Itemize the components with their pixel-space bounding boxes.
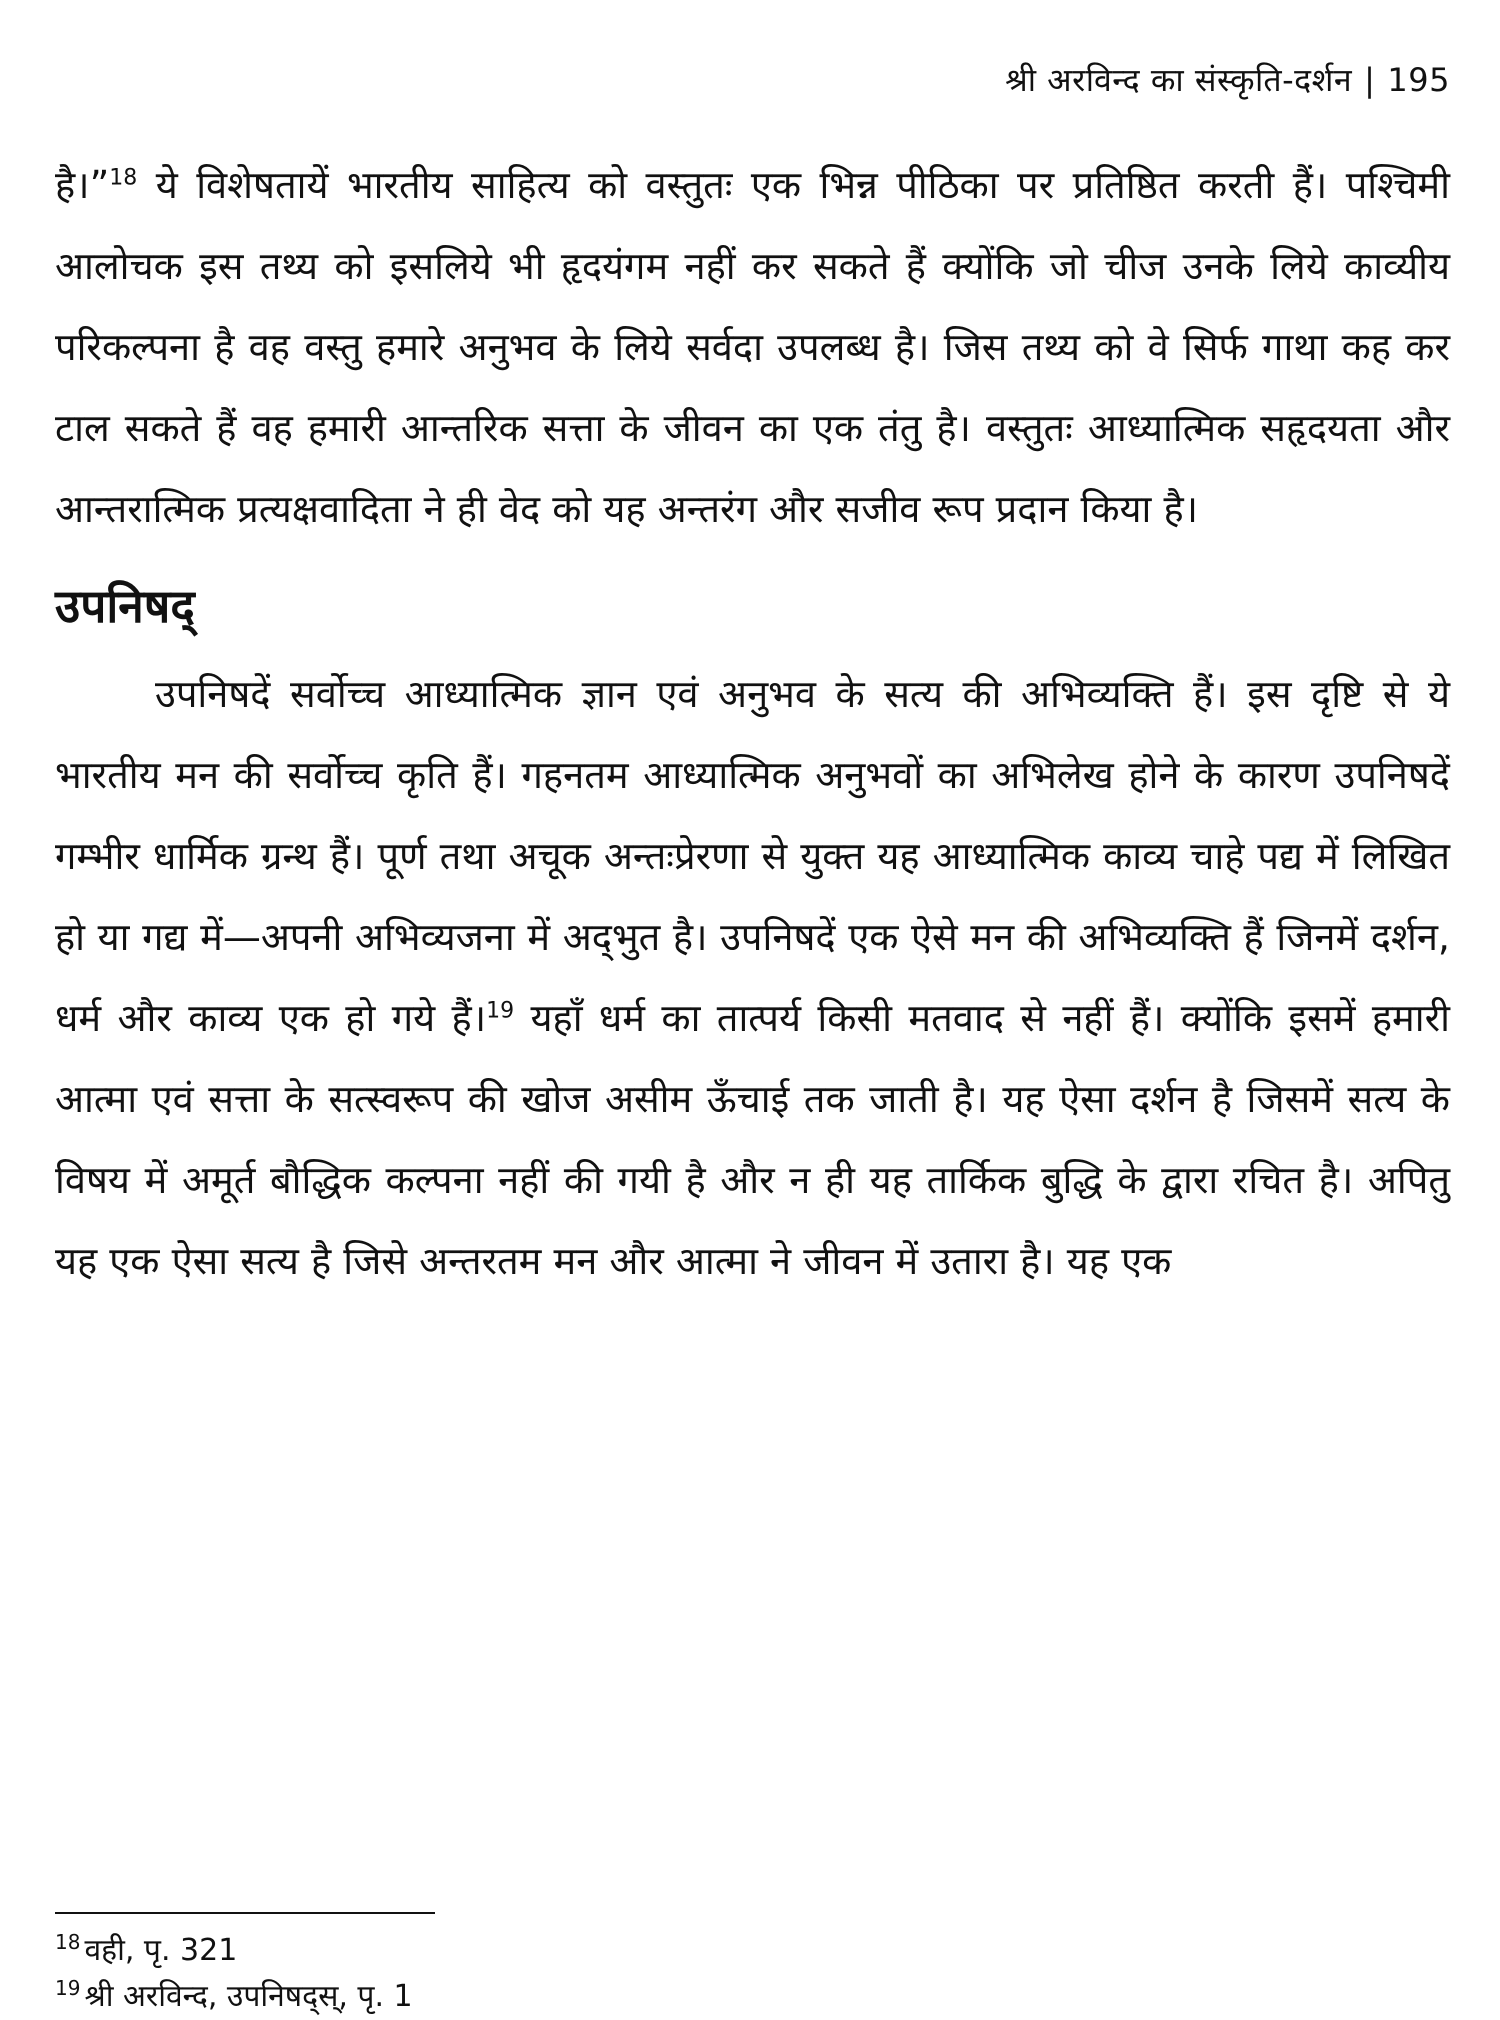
section-heading: उपनिषद् <box>55 579 195 633</box>
running-head-separator: | <box>1364 61 1376 99</box>
footnote-number: 19 <box>55 1976 81 2000</box>
footnote-ref-18: 18 <box>109 165 138 191</box>
footnote-number: 18 <box>55 1930 81 1954</box>
paragraph-text: ये विशेषतायें भारतीय साहित्य को वस्तुतः एक भिन्न पीठिका पर प्रतिष्ठित करती हैं। पश्चिमी आलोचक इस तथ्य को इसलिये भी हृदयंगम नहीं कर सकते हैं क्योंकि जो चीज उनके लिये काव्यीय परिकल्पना है वह वस्तु हमारे अनुभव के लिये सर्वदा उपलब्ध है। जिस तथ्य को वे सिर्फ गाथा कह कर टाल सकते हैं वह हमारी आन्तरिक सत्ता के जीवन का एक तंतु है। वस्तुतः आध्यात्मिक सहृदयता और आन्तरात्मिक प्रत्यक्षवादिता ने ही वेद को यह अन्तरंग और सजीव रूप प्रदान किया है। <box>55 163 1450 531</box>
paragraph-continued <box>55 145 1450 550</box>
book-page <box>55 50 1450 2014</box>
footnote-18 <box>55 1928 955 1974</box>
footnote-text: श्री अरविन्द, उपनिषद्स्, पृ. 1 <box>84 1979 413 2014</box>
running-head <box>1005 60 1450 100</box>
footnote-ref-19: 19 <box>486 998 515 1024</box>
running-head-title: श्री अरविन्द का संस्कृति-दर्शन <box>1005 61 1353 99</box>
footnote-divider <box>55 1912 435 1914</box>
footnote-text: वही, पृ. 321 <box>84 1933 238 1968</box>
body-text <box>55 145 1450 1302</box>
paragraph-text-a: उपनिषदें सर्वोच्च आध्यात्मिक ज्ञान एवं अनुभव के सत्य की अभिव्यक्ति हैं। इस दृष्टि से ये भारतीय मन की सर्वोच्च कृति हैं। गहनतम आध्यात्मिक अनुभवों का अभिलेख होने के कारण उपनिषदें गम्भीर धार्मिक ग्रन्थ हैं। पूर्ण तथा अचूक अन्तःप्रेरणा से युक्त यह आध्यात्मिक काव्य चाहे पद्य में लिखित हो या गद्य में—अपनी अभिव्यजना में अद्‌भुत है। उपनिषदें एक ऐसे मन की अभिव्यक्ति हैं जिनमें दर्शन, धर्म और काव्य एक हो गये हैं। <box>55 672 1450 1040</box>
footnote-19 <box>55 1974 955 2020</box>
page-number: 195 <box>1387 61 1450 99</box>
paragraph-lead: है।” <box>55 163 110 207</box>
paragraph-text-b: यहाँ धर्म का तात्पर्य किसी मतवाद से नहीं हैं। क्योंकि इसमें हमारी आत्मा एवं सत्ता के सत्स्वरूप की खोज असीम ऊँचाई तक जाती है। यह ऐसा दर्शन है जिसमें सत्य के विषय में अमूर्त बौद्धिक कल्पना नहीं की गयी है और न ही यह तार्किक बुद्धि के द्वारा रचित है। अपितु यह एक ऐसा सत्य है जिसे अन्तरतम मन और आत्मा ने जीवन में उतारा है। यह एक <box>55 996 1450 1283</box>
footnotes <box>55 1928 955 2020</box>
paragraph-upanishad <box>55 654 1450 1302</box>
